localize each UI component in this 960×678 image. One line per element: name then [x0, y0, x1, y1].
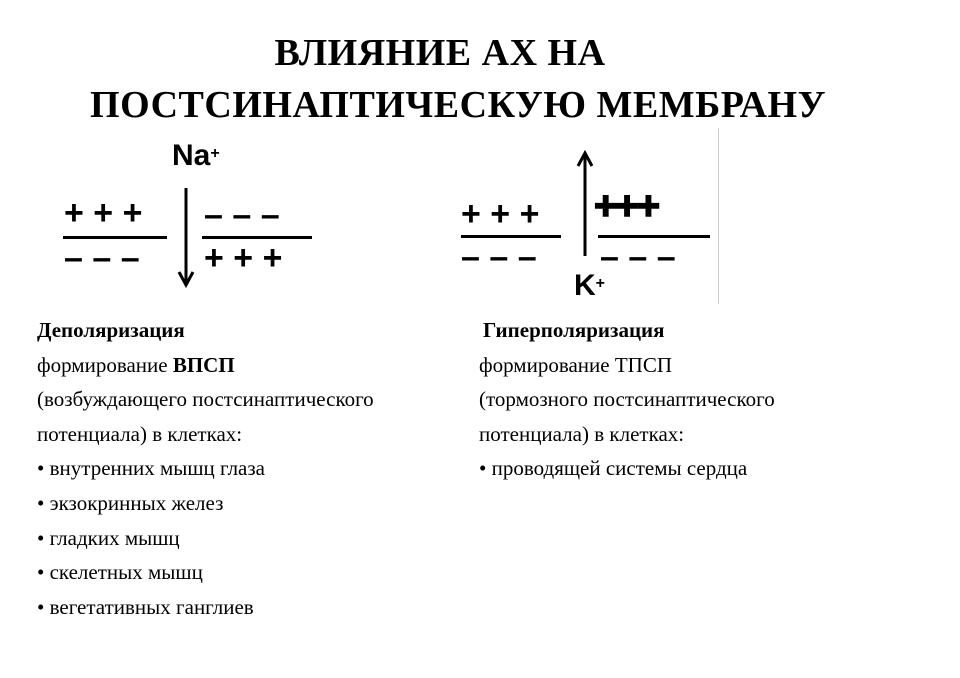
depolarization-line-1: формирование ВПСП: [37, 352, 235, 377]
membrane-outer-charges-right-bold: +++: [594, 184, 659, 228]
hyperpolarization-description: [479, 313, 919, 486]
sodium-ion-label: Na+: [172, 139, 220, 172]
potassium-ion-label: K+: [574, 269, 606, 302]
title-line-2: ПОСТСИНАПТИЧЕСКУЮ МЕМБРАНУ: [90, 84, 826, 126]
hyperpolarization-heading: Гиперполяризация: [483, 318, 665, 342]
hyperpolarization-line-3: потенциала) в клетках:: [479, 421, 685, 446]
arrow-down-icon: [174, 186, 198, 290]
membrane-outer-charges-left: + + +: [461, 195, 540, 233]
list-item: • вегетативных ганглиев: [37, 594, 254, 619]
list-item: • скелетных мышц: [37, 560, 203, 585]
membrane-outer-charges-left: + + +: [64, 194, 143, 232]
depolarization-line-3: потенциала) в клетках:: [37, 421, 243, 446]
list-item: • проводящей системы сердца: [479, 456, 748, 481]
list-item: • гладких мышц: [37, 525, 180, 550]
hyperpolarization-line-2: (тормозного постсинаптического: [479, 387, 775, 412]
membrane-inner-charges-left: – – –: [64, 239, 140, 277]
membrane-inner-charges-left: – – –: [461, 238, 537, 276]
list-item: • внутренних мышц глаза: [37, 456, 265, 481]
depolarization-heading: Деполяризация: [37, 318, 185, 342]
divider-line: [718, 128, 719, 304]
depolarization-description: [37, 313, 457, 624]
membrane-outer-charges-right: – – –: [204, 196, 280, 234]
membrane-inner-charges-right: – – –: [600, 238, 676, 276]
list-item: • экзокринных желез: [37, 490, 224, 515]
membrane-inner-charges-right: + + +: [204, 239, 283, 277]
depolarization-line-2: (возбуждающего постсинаптического: [37, 387, 374, 412]
title-line-1: ВЛИЯНИЕ АХ НА: [274, 32, 606, 74]
hyperpolarization-line-1: формирование ТПСП: [479, 352, 672, 377]
